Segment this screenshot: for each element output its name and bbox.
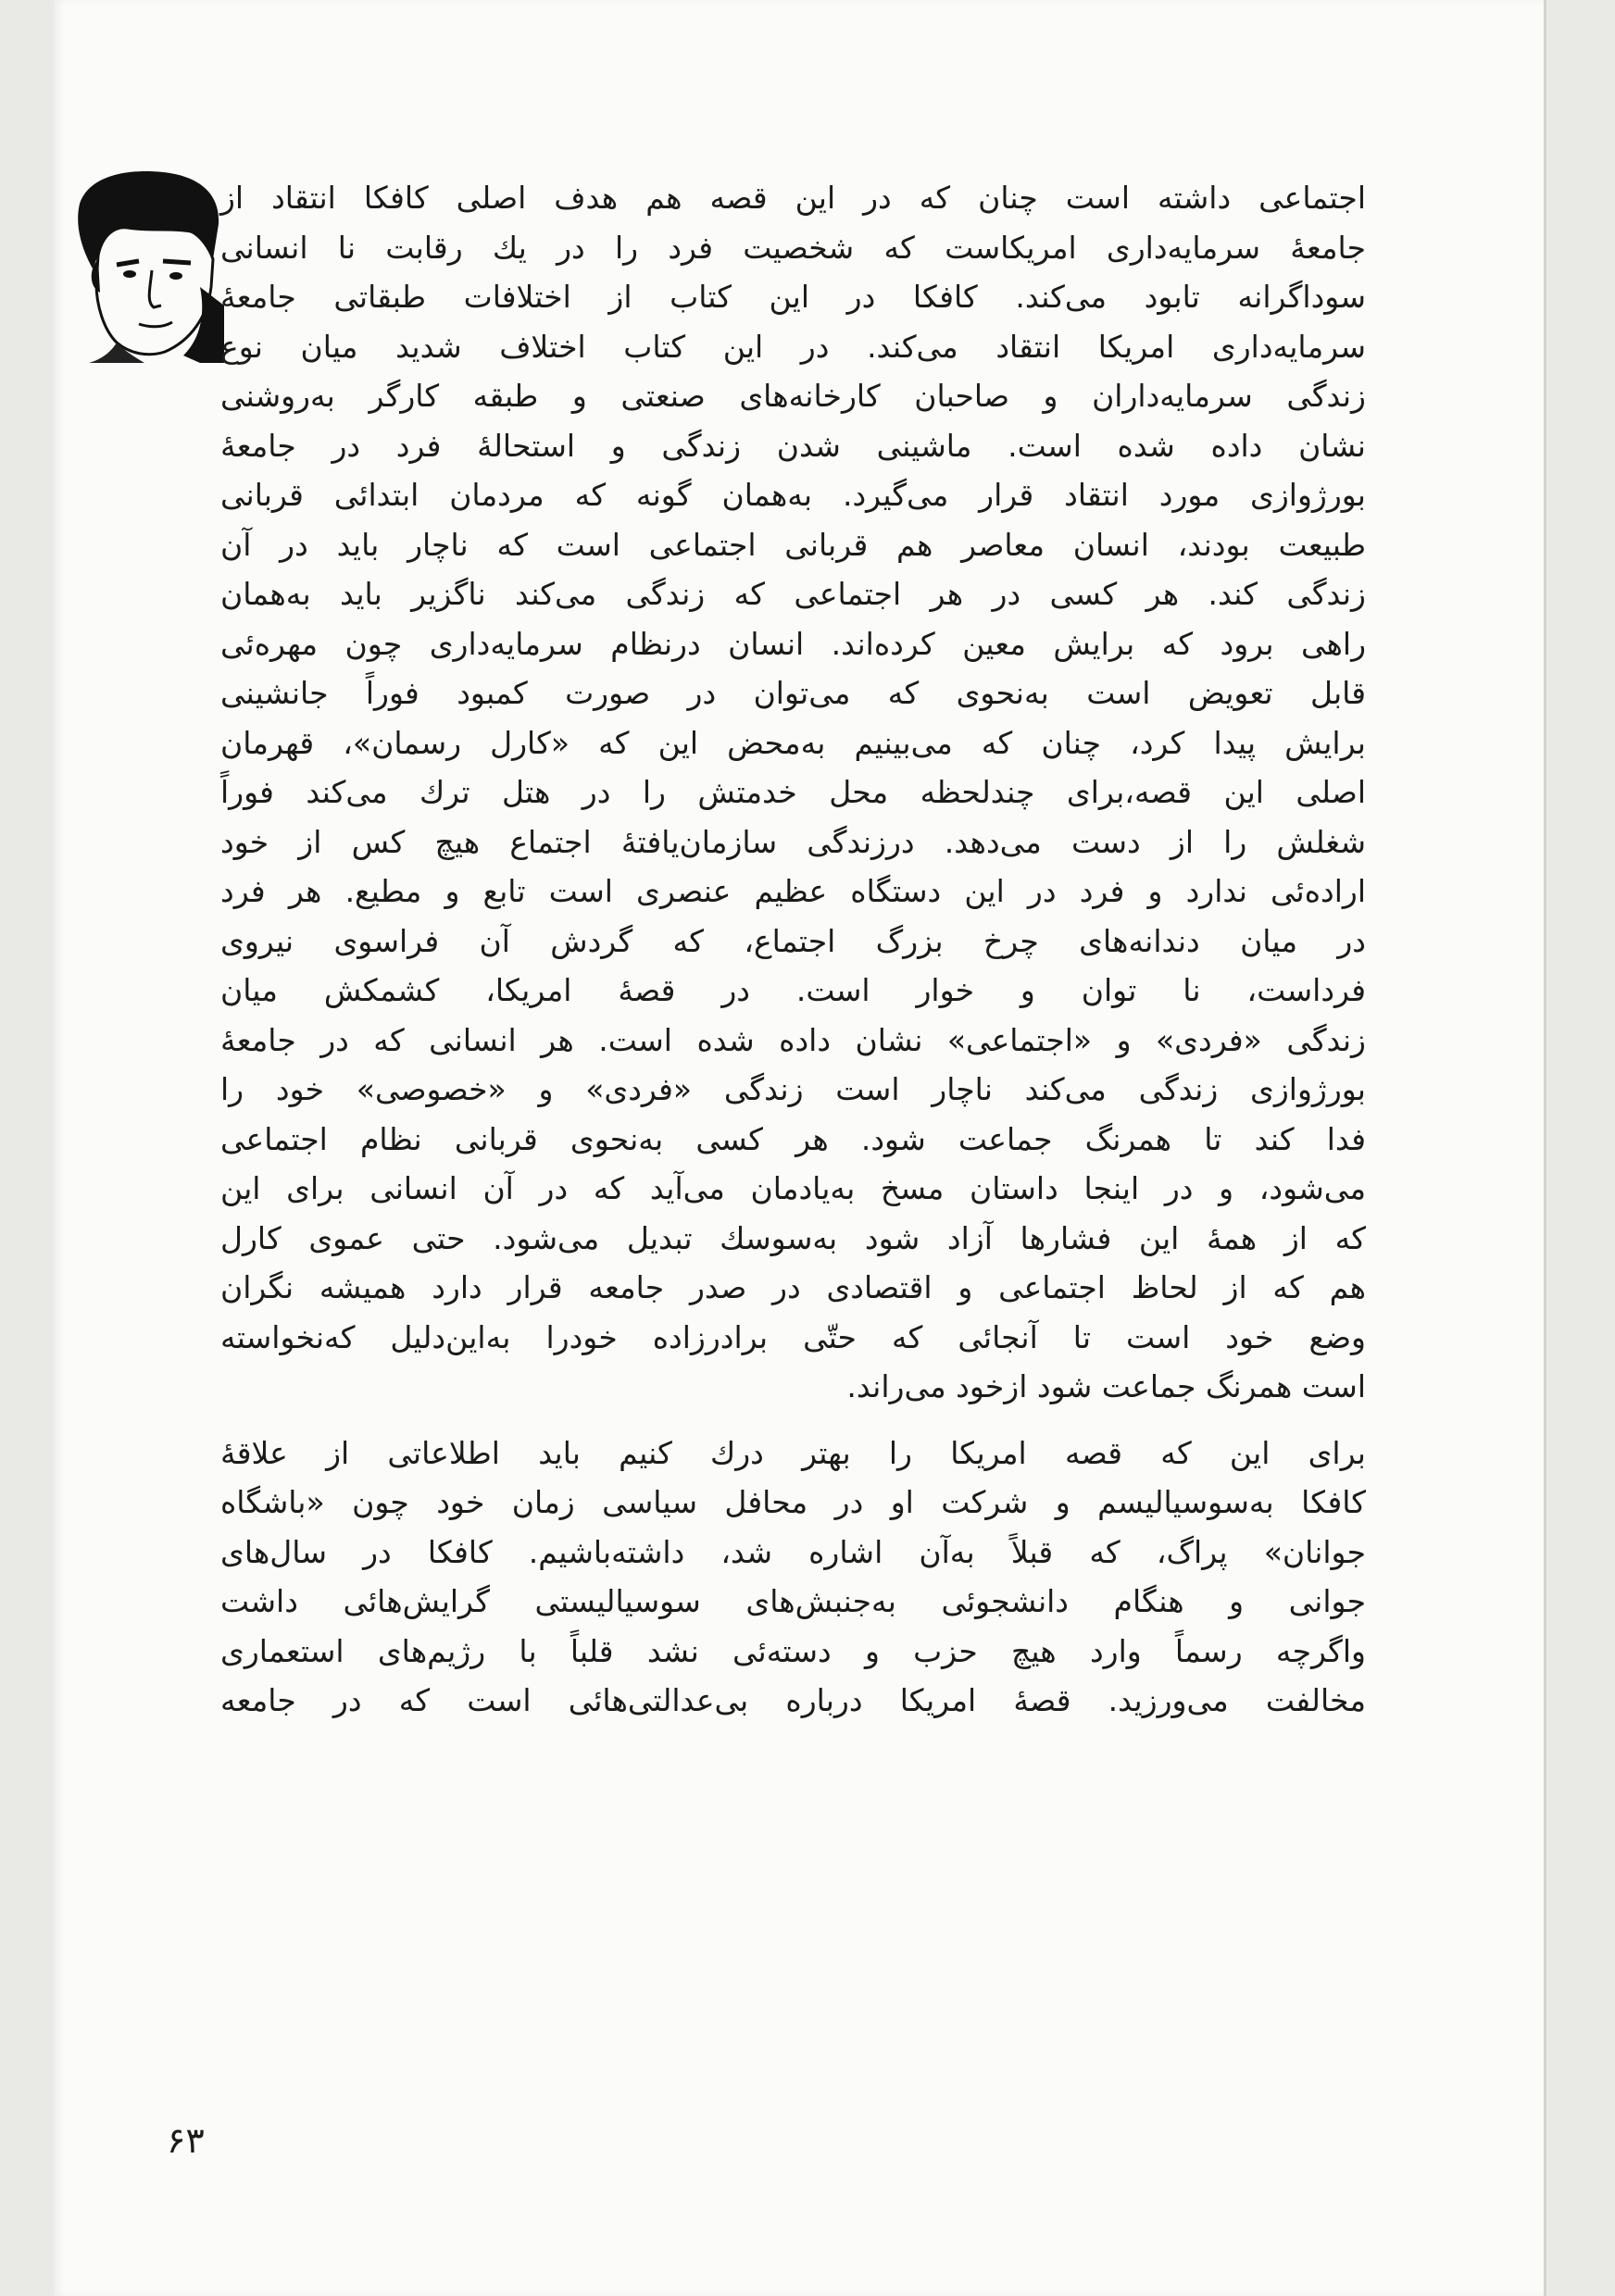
text-line: که از همهٔ این فشارها آزاد شود به‌سوسك تبدیل می‌شود. حتی عموی کارل bbox=[220, 1219, 1366, 1256]
text-line: برایش پیدا کرد، چنان که می‌بینیم به‌محض این که «کارل رسمان»، قهرمان bbox=[220, 724, 1366, 761]
paragraph-gap bbox=[220, 1412, 1366, 1429]
page-edge bbox=[1544, 0, 1546, 2296]
kafka-portrait-icon bbox=[61, 167, 226, 365]
text-line: زندگی سرمایه‌داران و صاحبان کارخانه‌های صنعتی و طبقه کارگر به‌روشنی bbox=[220, 378, 1366, 414]
text-line: برای این که قصه امریکا را بهتر درك کنیم باید اطلاعاتی از علاقهٔ bbox=[220, 1434, 1366, 1471]
text-line: کافکا به‌سوسیالیسم و شرکت او در محافل سیاسی زمان خود چون «باشگاه bbox=[220, 1484, 1366, 1520]
text-line: طبیعت بودند، انسان معاصر هم قربانی اجتماعی است که ناچار باید در آن bbox=[220, 526, 1366, 563]
text-line: اراده‌ئی ندارد و فرد در این دستگاه عظیم عنصری است تابع و مطیع. هر فرد bbox=[220, 873, 1366, 909]
text-line: راهی برود که برایش معین کرده‌اند. انسان درنظام سرمایه‌داری چون مهره‌ئی bbox=[220, 625, 1366, 662]
text-line: زندگی کند. هر کسی در هر اجتماعی که زندگی می‌کند ناگزیر باید به‌همان bbox=[220, 576, 1366, 612]
text-line: زندگی «فردی» و «اجتماعی» نشان داده شده است. هر انسانی که در جامعهٔ bbox=[220, 1021, 1366, 1058]
text-line: سوداگرانه تابود می‌کند. کافکا در این کتاب از اختلافات طبقاتی جامعهٔ bbox=[220, 279, 1366, 315]
text-line: در میان دندانه‌های چرخ بزرگ اجتماع، که گردش آن فراسوی نیروی bbox=[220, 922, 1366, 959]
text-line: جوانی و هنگام دانشجوئی به‌جنبش‌های سوسیالیستی گرایش‌هائی داشت bbox=[220, 1583, 1366, 1619]
text-line: بورژوازی زندگی می‌کند ناچار است زندگی «فردی» و «خصوصی» خود را bbox=[220, 1071, 1366, 1107]
text-line: قابل تعویض است به‌نحوی که می‌توان در صورت کمبود فوراً جانشینی bbox=[220, 675, 1366, 711]
text-line: جامعهٔ سرمایه‌داری امریکاست که شخصیت فرد را در یك رقابت نا انسانی bbox=[220, 229, 1366, 266]
text-line: وضع خود است تا آنجائی که حتّی برادرزاده خودرا به‌این‌دلیل که‌نخواسته bbox=[220, 1318, 1366, 1355]
text-line: هم که از لحاظ اجتماعی و اقتصادی در صدر جامعه قرار دارد همیشه نگران bbox=[220, 1269, 1366, 1305]
text-line: واگرچه رسماً وارد هیچ حزب و دسته‌ئی نشد قلباً با رژیم‌های استعماری bbox=[220, 1632, 1366, 1669]
text-line: مخالفت می‌ورزید. قصهٔ امریکا درباره بی‌عدالتی‌هائی است که در جامعه bbox=[220, 1682, 1366, 1718]
page-number: ۶۳ bbox=[167, 2120, 205, 2161]
text-line: شغلش را از دست می‌دهد. درزندگی سازمان‌یافتهٔ اجتماع هیچ کس از خود bbox=[220, 823, 1366, 860]
body-text bbox=[220, 173, 1366, 1726]
text-line: جوانان» پراگ، که قبلاً به‌آن اشاره شد، داشته‌باشیم. کافکا در سال‌های bbox=[220, 1533, 1366, 1570]
text-line: اجتماعی داشته است چنان که در این قصه هم هدف اصلی کافکا انتقاد از bbox=[220, 180, 1366, 216]
text-line: اصلی این قصه،برای چندلحظه محل خدمتش را در هتل ترك می‌کند فوراً bbox=[220, 774, 1366, 810]
text-line: فرداست، نا توان و خوار است. در قصهٔ امریکا، کشمکش میان bbox=[220, 972, 1366, 1008]
text-line: فدا کند تا همرنگ جماعت شود. هر کسی به‌نحوی قربانی نظام اجتماعی bbox=[220, 1120, 1366, 1157]
text-line: نشان داده شده است. ماشینی شدن زندگی و استحالهٔ فرد در جامعهٔ bbox=[220, 427, 1366, 464]
text-line: است همرنگ جماعت شود ازخود می‌راند. bbox=[846, 1368, 1366, 1404]
text-line: بورژوازی مورد انتقاد قرار می‌گیرد. به‌همان گونه که مردمان ابتدائی قربانی bbox=[220, 477, 1366, 513]
text-line: می‌شود، و در اینجا داستان مسخ به‌یادمان می‌آید که در آن انسانی برای این bbox=[220, 1170, 1366, 1206]
text-line: سرمایه‌داری امریکا انتقاد می‌کند. در این کتاب اختلاف شدید میان نوع bbox=[220, 328, 1366, 365]
